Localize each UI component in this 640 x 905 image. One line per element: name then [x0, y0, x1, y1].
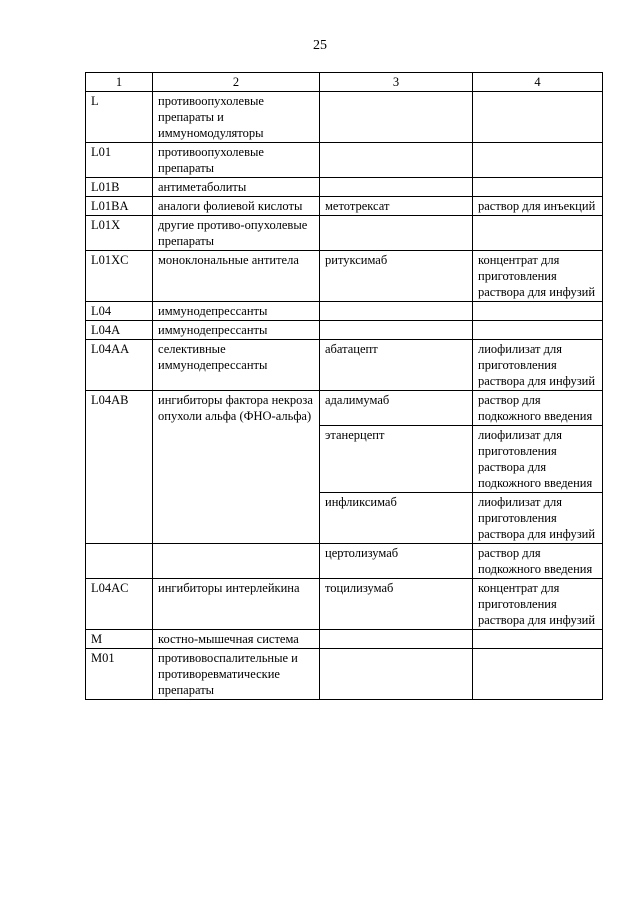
drug-cell: цертолизумаб	[320, 544, 473, 579]
drug-cell	[320, 321, 473, 340]
group-cell: моноклональные антитела	[153, 251, 320, 302]
group-cell: иммунодепрессанты	[153, 302, 320, 321]
group-cell: противоопухолевые препараты	[153, 143, 320, 178]
form-cell	[473, 92, 603, 143]
group-cell: антиметаболиты	[153, 178, 320, 197]
form-cell: лиофилизат для приготовления раствора для инфузий	[473, 340, 603, 391]
page-number: 25	[313, 38, 327, 53]
atc-code-cell: M	[86, 630, 153, 649]
form-cell	[473, 302, 603, 321]
table-row	[86, 216, 603, 251]
form-cell	[473, 143, 603, 178]
form-cell: раствор для подкожного введения	[473, 391, 603, 426]
table-row	[86, 92, 603, 143]
group-cell	[153, 544, 320, 579]
table-row	[86, 649, 603, 700]
drug-cell	[320, 178, 473, 197]
form-cell: концентрат для приготовления раствора для инфузий	[473, 579, 603, 630]
group-cell: костно-мышечная система	[153, 630, 320, 649]
table-row	[86, 178, 603, 197]
table-row	[86, 321, 603, 340]
drug-cell	[320, 302, 473, 321]
form-cell: концентрат для приготовления раствора для инфузий	[473, 251, 603, 302]
form-cell: лиофилизат для приготовления раствора для инфузий	[473, 493, 603, 544]
drug-cell: инфликсимаб	[320, 493, 473, 544]
drug-cell	[320, 216, 473, 251]
column-header: 3	[320, 73, 473, 92]
column-header: 2	[153, 73, 320, 92]
table-row	[86, 340, 603, 391]
atc-code-cell: L04A	[86, 321, 153, 340]
drug-cell: абатацепт	[320, 340, 473, 391]
drug-cell: ритуксимаб	[320, 251, 473, 302]
table-row	[86, 391, 603, 426]
drug-cell: метотрексат	[320, 197, 473, 216]
atc-code-cell	[86, 544, 153, 579]
table-row	[86, 630, 603, 649]
atc-code-cell: L04AC	[86, 579, 153, 630]
drug-cell: этанерцепт	[320, 426, 473, 493]
form-cell	[473, 216, 603, 251]
column-header: 4	[473, 73, 603, 92]
form-cell: раствор для инъекций	[473, 197, 603, 216]
table-row	[86, 302, 603, 321]
atc-code-cell: M01	[86, 649, 153, 700]
atc-code-cell: L01XC	[86, 251, 153, 302]
form-cell	[473, 630, 603, 649]
drug-cell	[320, 143, 473, 178]
table-row	[86, 579, 603, 630]
group-cell: ингибиторы интерлейкина	[153, 579, 320, 630]
group-cell: другие противо-опухолевые препараты	[153, 216, 320, 251]
drug-cell	[320, 630, 473, 649]
drug-table	[85, 72, 603, 700]
group-cell: ингибиторы фактора некроза опухоли альфа (ФНО-альфа)	[153, 391, 320, 544]
table-row	[86, 544, 603, 579]
atc-code-cell: L01BA	[86, 197, 153, 216]
drug-cell	[320, 649, 473, 700]
table-header-row	[86, 73, 603, 92]
group-cell: противовоспалительные и противоревматические препараты	[153, 649, 320, 700]
atc-code-cell: L01B	[86, 178, 153, 197]
atc-code-cell: L	[86, 92, 153, 143]
group-cell: противоопухолевые препараты и иммуномодуляторы	[153, 92, 320, 143]
form-cell	[473, 321, 603, 340]
drug-cell	[320, 92, 473, 143]
group-cell: селективные иммунодепрессанты	[153, 340, 320, 391]
form-cell: лиофилизат для приготовления раствора для подкожного введения	[473, 426, 603, 493]
table-row	[86, 251, 603, 302]
atc-code-cell: L01X	[86, 216, 153, 251]
form-cell	[473, 649, 603, 700]
table-row	[86, 197, 603, 216]
drug-cell: тоцилизумаб	[320, 579, 473, 630]
atc-code-cell: L01	[86, 143, 153, 178]
column-header: 1	[86, 73, 153, 92]
form-cell: раствор для подкожного введения	[473, 544, 603, 579]
atc-code-cell: L04AA	[86, 340, 153, 391]
form-cell	[473, 178, 603, 197]
table-row	[86, 143, 603, 178]
atc-code-cell: L04AB	[86, 391, 153, 544]
group-cell: аналоги фолиевой кислоты	[153, 197, 320, 216]
drug-cell: адалимумаб	[320, 391, 473, 426]
atc-code-cell: L04	[86, 302, 153, 321]
group-cell: иммунодепрессанты	[153, 321, 320, 340]
